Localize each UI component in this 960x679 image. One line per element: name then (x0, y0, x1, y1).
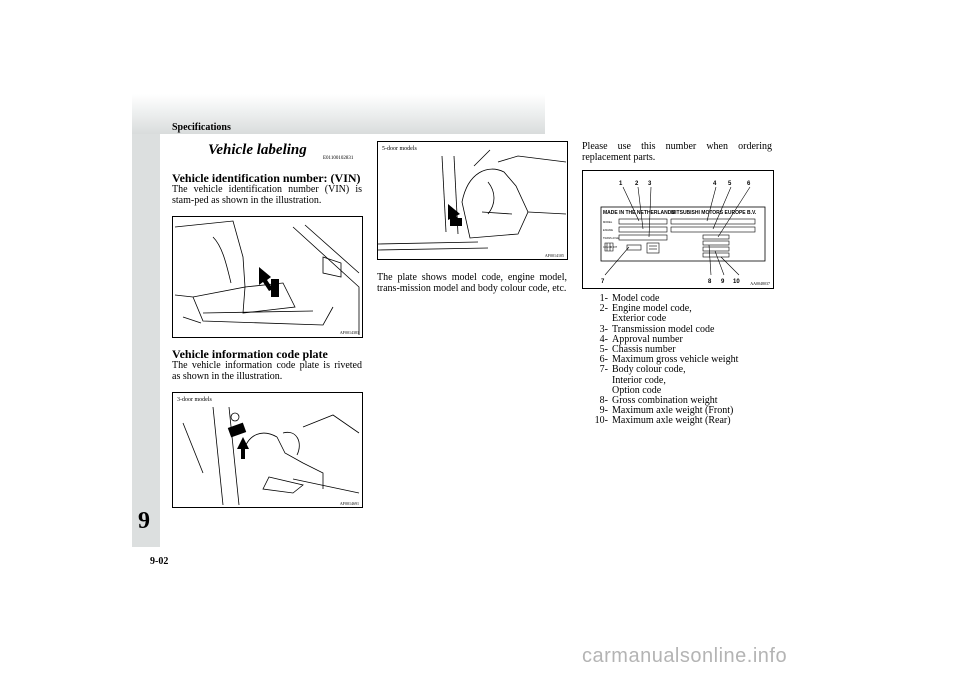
legend-text: Transmission model code (612, 323, 715, 335)
fig-5door (377, 141, 568, 260)
callout-6: 6 (747, 181, 751, 187)
callout-3: 3 (648, 181, 652, 187)
legend-text: Model code (612, 293, 660, 304)
legend-list (582, 294, 772, 427)
chapter-number: 9 (138, 508, 150, 534)
callout-7: 7 (601, 279, 605, 285)
vin-text: The vehicle identification number (VIN) is stam-ped as shown in the illustration. (172, 184, 362, 206)
legend-text: Maximum axle weight (Rear) (612, 415, 731, 427)
plate-diagram (583, 171, 773, 288)
running-header: Specifications (172, 122, 231, 133)
legend-item (582, 335, 772, 345)
callout-10: 10 (733, 279, 740, 285)
3door-illustration (173, 393, 362, 507)
legend-number: 8- (599, 395, 608, 407)
legend-text: Gross combination weight (612, 395, 718, 407)
chapter-tab (132, 134, 160, 547)
legend-item (582, 365, 772, 375)
intro-text: Please use this number when ordering replacement parts. (582, 141, 772, 163)
section-code: E01100102831 (323, 156, 354, 161)
fig-3door-code: AF0014691 (339, 501, 359, 506)
watermark: carmanualsonline.info (582, 645, 788, 667)
plate-maker: MITSUBISHI MOTORS EUROPE B.V. (671, 210, 757, 216)
plate-figure (582, 170, 774, 289)
legend-number: 6- (599, 354, 608, 366)
info-plate-text: The vehicle information code plate is riveted as shown in the illustration. (172, 360, 362, 382)
legend-item (582, 304, 772, 314)
vin-heading: Vehicle identification number: (VIN) (172, 171, 361, 185)
legend-number: 9- (599, 405, 608, 417)
vin-illustration (173, 217, 362, 337)
vin-figure-code: AF0014381 (339, 330, 359, 335)
legend-text: Maximum axle weight (Front) (612, 405, 734, 417)
legend-text: Option code (612, 384, 662, 396)
legend-text: Engine model code, (612, 303, 692, 315)
legend-text: Approval number (612, 333, 683, 345)
legend-number: 4- (599, 333, 608, 345)
page-title: Vehicle labeling (208, 142, 307, 158)
legend-text: Exterior code (612, 313, 667, 325)
info-plate-heading: Vehicle information code plate (172, 347, 328, 361)
legend-text: Maximum gross vehicle weight (612, 354, 739, 366)
callout-8: 8 (708, 279, 712, 285)
5door-illustration (378, 142, 567, 259)
legend-item (582, 416, 772, 426)
callout-2: 2 (635, 181, 639, 187)
plate-row-color: COLOR INT (603, 246, 618, 249)
callout-1: 1 (619, 181, 623, 187)
plate-description: The plate shows model code, engine model, trans-mission model and body colour code, etc. (377, 272, 567, 294)
legend-number: 3- (599, 323, 608, 335)
legend-number: 2- (599, 303, 608, 315)
legend-number: 10- (594, 415, 608, 427)
fig-5door-caption: 5-door models (382, 146, 417, 152)
plate-row-engine: ENGINE (603, 229, 613, 232)
legend-number: 5- (599, 344, 608, 356)
fig-3door-caption: 3-door models (177, 397, 212, 403)
fig-3door (172, 392, 363, 508)
plate-row-trans: TRANS AXLE (603, 237, 620, 240)
plate-figure-code: AA0048037 (750, 281, 770, 286)
callout-5: 5 (728, 181, 732, 187)
callout-9: 9 (721, 279, 725, 285)
legend-item (582, 376, 772, 386)
fig-5door-code: AF0014105 (544, 253, 564, 258)
legend-text: Body colour code, (612, 364, 686, 376)
legend-number: 1- (599, 293, 608, 304)
legend-number: 7- (599, 364, 608, 376)
legend-number (582, 376, 612, 386)
vin-figure (172, 216, 363, 338)
callout-4: 4 (713, 181, 717, 187)
legend-text: Chassis number (612, 344, 676, 356)
legend-text: Interior code, (612, 374, 666, 386)
page-number: 9-02 (150, 556, 169, 567)
plate-row-model: MODEL (603, 221, 613, 224)
plate-made-in: MADE IN THE NETHERLANDS (603, 210, 675, 216)
